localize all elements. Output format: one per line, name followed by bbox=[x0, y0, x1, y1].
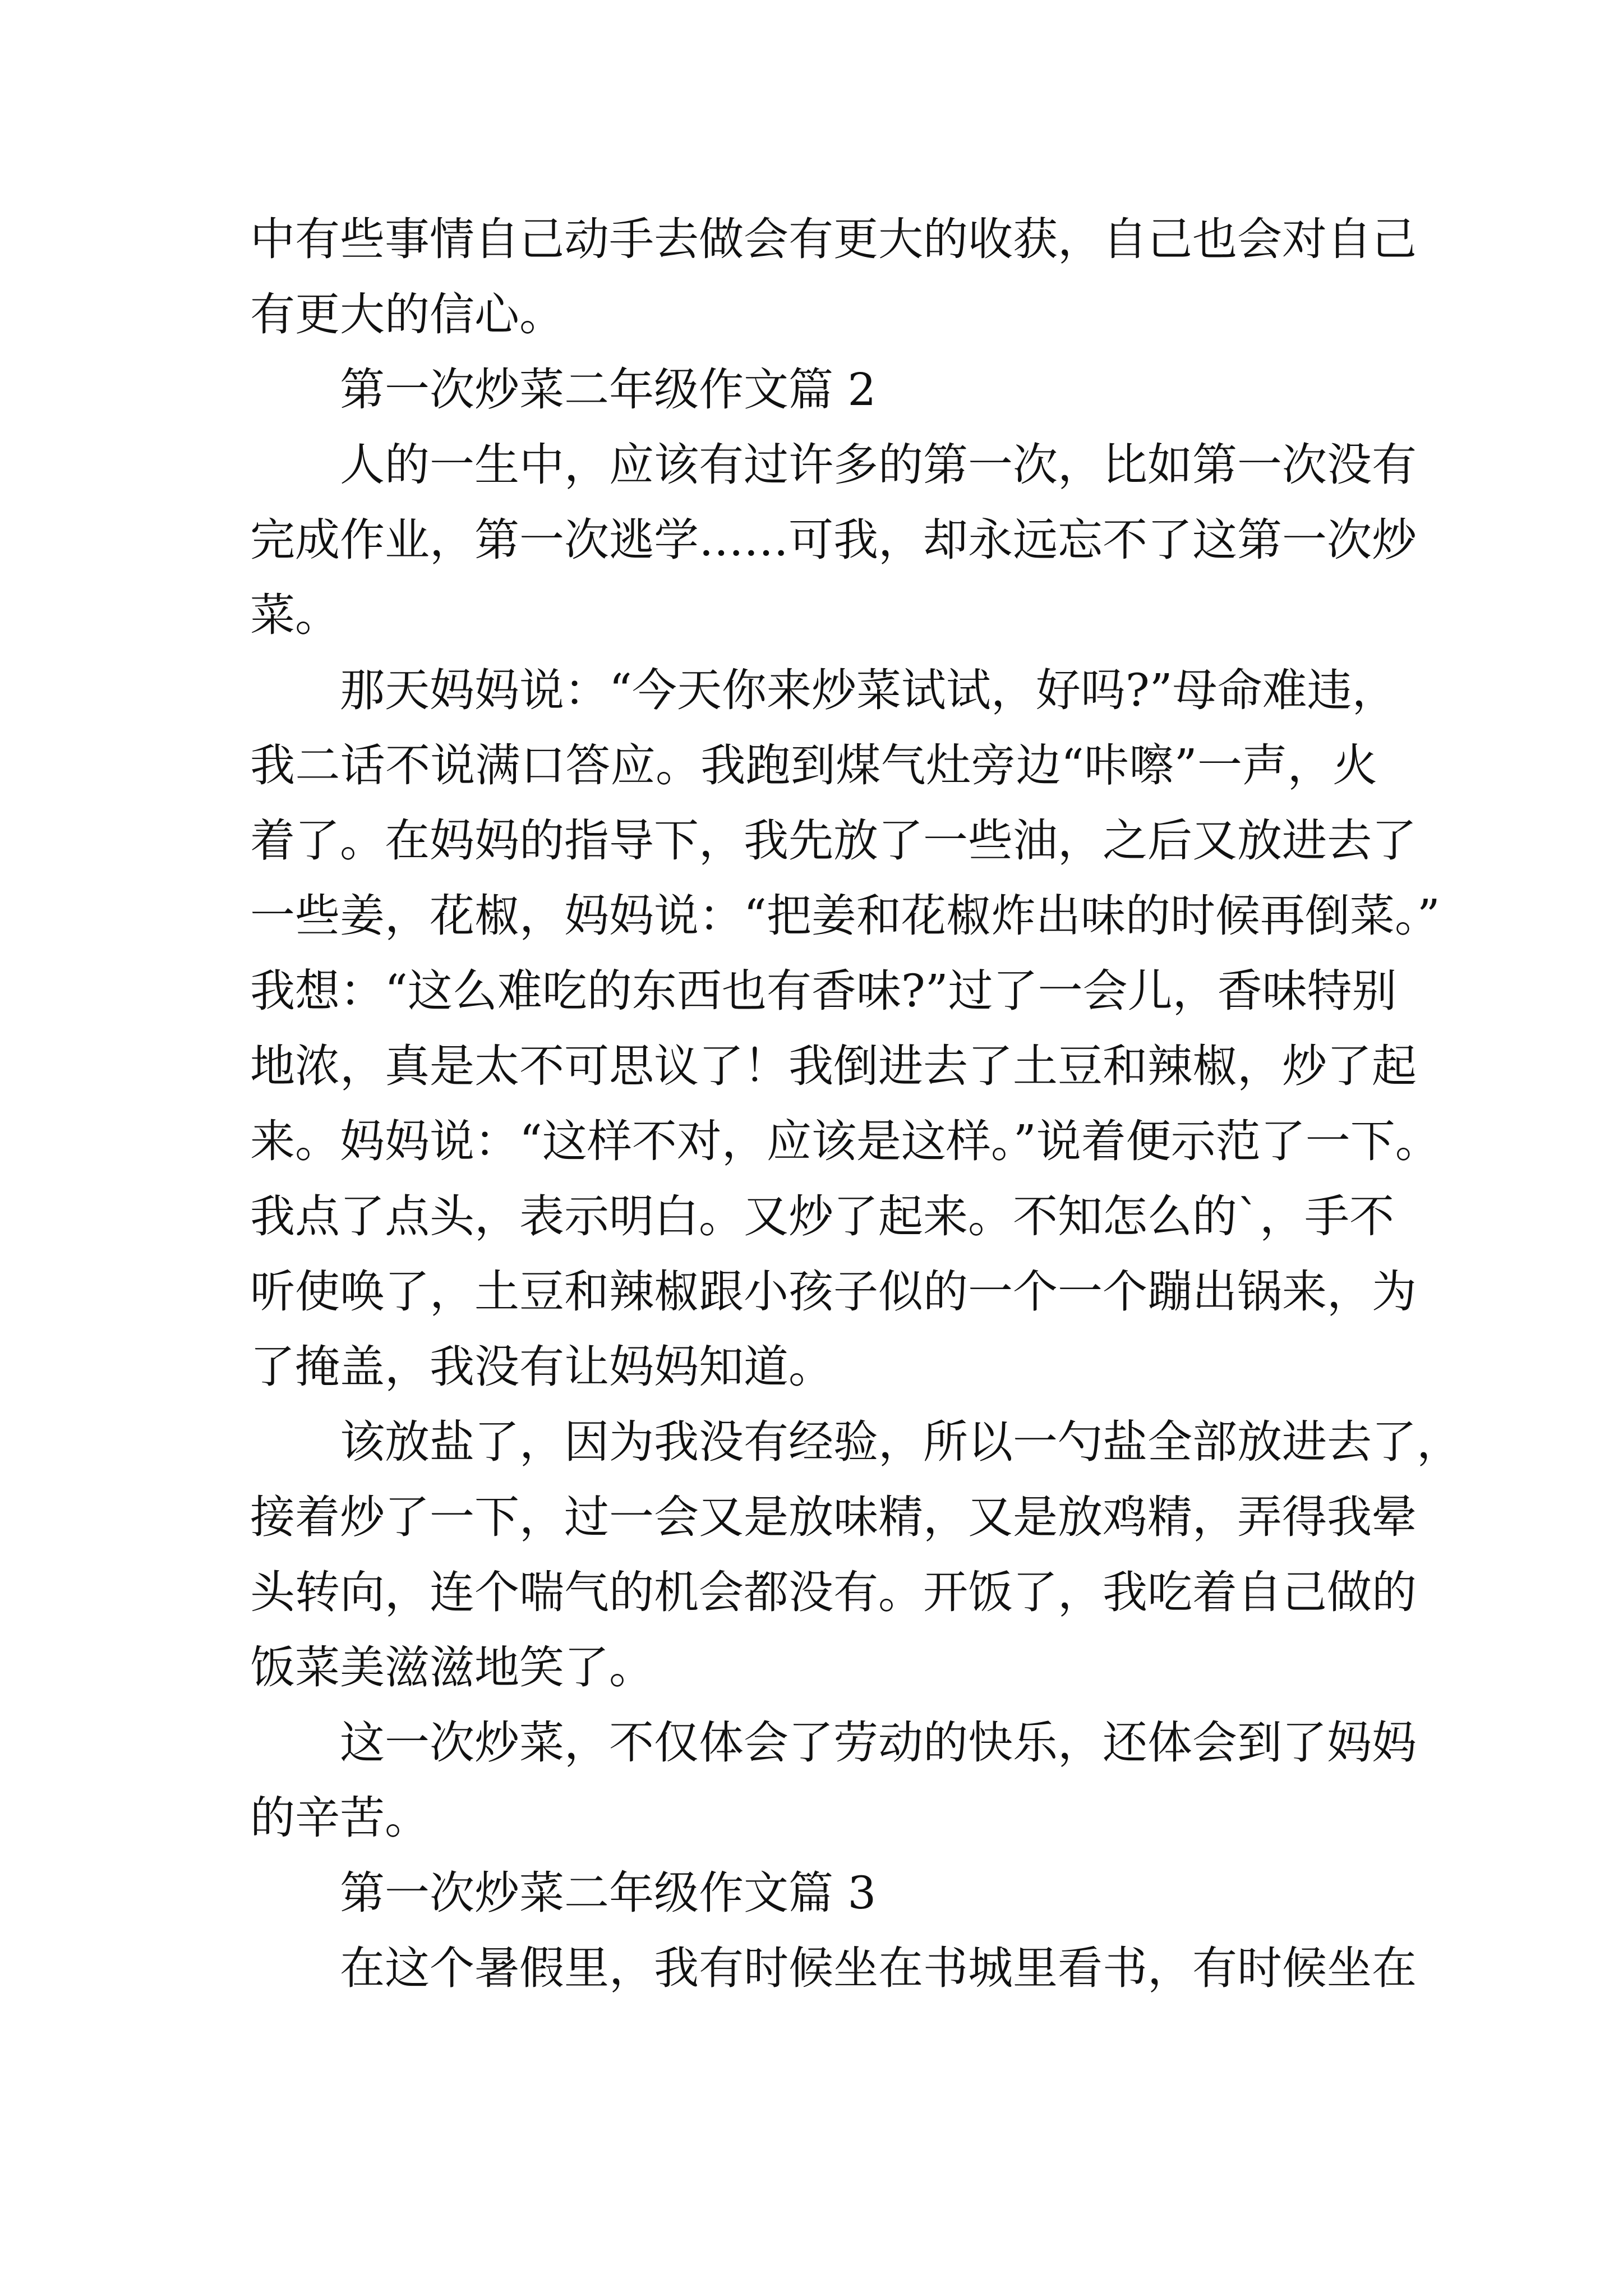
text-line: 完成作业，第一次逃学……可我，却永远忘不了这第一次炒 bbox=[250, 514, 1417, 566]
text-line: 接着炒了一下，过一会又是放味精，又是放鸡精，弄得我晕 bbox=[250, 1491, 1417, 1543]
paragraph bbox=[250, 1705, 1417, 1856]
text-line: 这一次炒菜，不仅体会了劳动的快乐，还体会到了妈妈 bbox=[340, 1717, 1417, 1769]
text-line: 该放盐了，因为我没有经验，所以一勺盐全部放进去了， bbox=[340, 1416, 1461, 1468]
text-line: 的辛苦。 bbox=[250, 1792, 430, 1844]
text-line: 我二话不说满口答应。我跑到煤气灶旁边“咔嚓”一声，火 bbox=[250, 739, 1377, 792]
text-line: 我想：“这么难吃的东西也有香味?”过了一会儿，香味特别 bbox=[250, 965, 1397, 1017]
text-line: 菜。 bbox=[250, 589, 340, 641]
text-line: 头转向，连个喘气的机会都没有。开饭了，我吃着自己做的 bbox=[250, 1566, 1417, 1618]
paragraph bbox=[250, 1405, 1461, 1705]
text-line: 了掩盖，我没有让妈妈知道。 bbox=[250, 1341, 833, 1393]
heading-text: 第一次炒菜二年级作文篇 2 bbox=[340, 364, 877, 416]
text-line: 听使唤了，土豆和辣椒跟小孩子似的一个一个蹦出锅来，为 bbox=[250, 1266, 1417, 1318]
text-line: 来。妈妈说：“这样不对，应该是这样。”说着便示范了一下。 bbox=[250, 1115, 1440, 1167]
text-line: 人的一生中，应该有过许多的第一次，比如第一次没有 bbox=[340, 439, 1417, 491]
section-heading bbox=[250, 352, 1377, 427]
text-line: 在这个暑假里，我有时候坐在书城里看书，有时候坐在 bbox=[340, 1942, 1417, 1994]
text-line: 饭菜美滋滋地笑了。 bbox=[250, 1641, 654, 1694]
text-line: 一些姜，花椒，妈妈说：“把姜和花椒炸出味的时候再倒菜。” bbox=[250, 890, 1440, 942]
text-line: 我点了点头，表示明白。又炒了起来。不知怎么的`，手不 bbox=[250, 1190, 1394, 1243]
paragraph bbox=[250, 427, 1417, 653]
paragraph bbox=[250, 1931, 1417, 2006]
text-line: 有更大的信心。 bbox=[250, 288, 564, 341]
heading-text: 第一次炒菜二年级作文篇 3 bbox=[340, 1867, 877, 1919]
text-line: 着了。在妈妈的指导下，我先放了一些油，之后又放进去了 bbox=[250, 815, 1417, 867]
text-line: 那天妈妈说：“今天你来炒菜试试，好吗?”母命难违， bbox=[340, 664, 1397, 716]
section-heading bbox=[250, 1856, 1377, 1931]
paragraph bbox=[250, 653, 1440, 1405]
text-line: 中有些事情自己动手去做会有更大的收获，自己也会对自己 bbox=[250, 213, 1417, 265]
text-line: 地浓，真是太不可思议了！我倒进去了土豆和辣椒，炒了起 bbox=[250, 1040, 1417, 1092]
paragraph-continuation bbox=[250, 202, 1417, 352]
document-body bbox=[250, 202, 1461, 2006]
